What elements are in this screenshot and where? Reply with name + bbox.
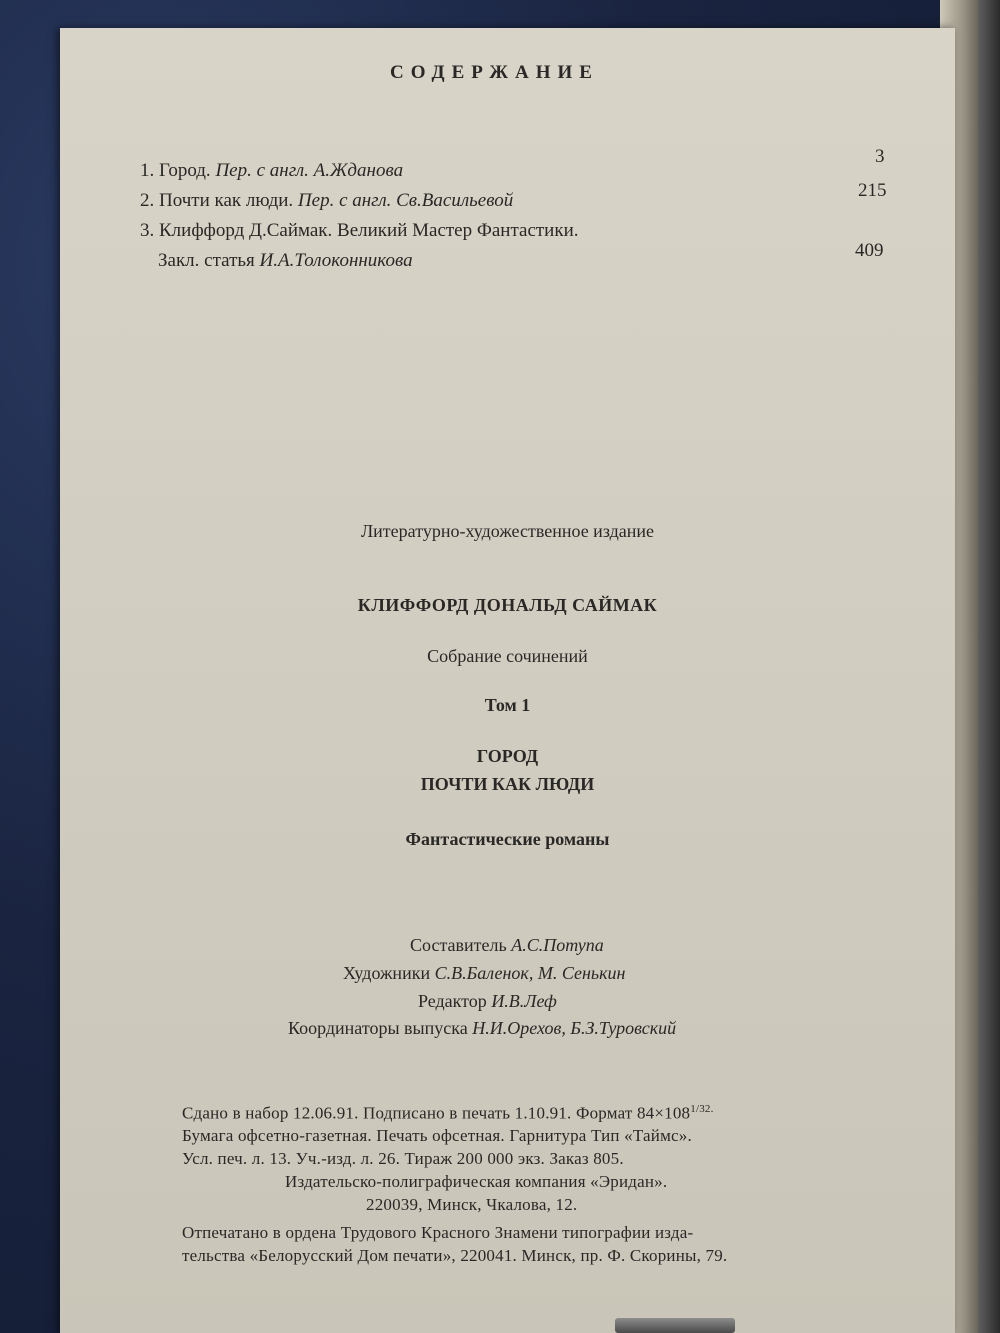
- series-title: Собрание сочинений: [427, 646, 588, 666]
- toc-entry-num: 1.: [140, 160, 155, 181]
- credit-role: Художники: [343, 963, 431, 983]
- toc-entry-2: [140, 190, 513, 212]
- credit-names: И.В.Леф: [491, 991, 557, 1011]
- credit-compiler: [410, 935, 604, 956]
- toc-entry-credit: Пер. с англ. Св.Васильевой: [297, 190, 514, 211]
- toc-entry-credit-prefix: Закл. статья: [158, 250, 255, 271]
- toc-page-3: 409: [855, 240, 884, 261]
- volume-number: Том 1: [484, 695, 531, 715]
- credit-role: Редактор: [418, 991, 487, 1011]
- toc-entry-1: [140, 160, 403, 182]
- author-name: КЛИФФОРД ДОНАЛЬД САЙМАК: [357, 595, 658, 615]
- imprint-format-fraction: 1/32.: [690, 1103, 714, 1115]
- toc-page-1: 3: [875, 146, 885, 167]
- toc-title: СОДЕРЖАНИЕ: [390, 62, 599, 83]
- toc-entry-num: 2.: [140, 190, 155, 211]
- toc-entry-title: Город.: [159, 160, 211, 181]
- credit-names: Н.И.Орехов, Б.З.Туровский: [472, 1018, 677, 1038]
- credit-names: А.С.Потупа: [511, 935, 604, 955]
- toc-entry-credit: Пер. с англ. А.Жданова: [215, 160, 404, 181]
- credit-role: Составитель: [410, 935, 507, 955]
- toc-entry-3-credit-line: [158, 250, 413, 272]
- book-title-1: ГОРОД: [476, 746, 539, 766]
- credit-coordinators: [288, 1018, 676, 1039]
- toc-entry-num: 3.: [140, 220, 155, 241]
- toc-entry-title: Клиффорд Д.Саймак. Великий Мастер Фантастики.: [159, 220, 579, 241]
- credit-editor: [418, 991, 557, 1012]
- imprint-line-1: [182, 1103, 714, 1124]
- imprint-line-2: Бумага офсетно-газетная. Печать офсетная. Гарнитура Тип «Таймс».: [182, 1126, 692, 1145]
- toc-entry-3: [140, 220, 579, 242]
- genre: Фантастические романы: [405, 829, 610, 849]
- imprint-line-1-text: Сдано в набор 12.06.91. Подписано в печать 1.10.91. Формат 84×108: [182, 1103, 691, 1123]
- imprint-line-6: Отпечатано в ордена Трудового Красного Знамени типографии изда-: [182, 1223, 694, 1242]
- credit-names: С.В.Баленок, М. Сенькин: [434, 963, 626, 983]
- imprint-line-5: 220039, Минск, Чкалова, 12.: [366, 1195, 578, 1214]
- edition-type: Литературно-художественное издание: [360, 521, 655, 541]
- imprint-line-4: Издательско-полиграфическая компания «Эридан».: [285, 1172, 668, 1191]
- toc-entry-title: Почти как люди.: [159, 190, 294, 211]
- toc-page-2: 215: [858, 180, 887, 201]
- imprint-line-3: Усл. печ. л. 13. Уч.-изд. л. 26. Тираж 200 000 экз. Заказ 805.: [182, 1149, 624, 1168]
- book-page: [60, 28, 955, 1333]
- credit-artists: [343, 963, 625, 984]
- credit-role: Координаторы выпуска: [288, 1018, 468, 1038]
- imprint-line-7: тельства «Белорусский Дом печати», 220041. Минск, пр. Ф. Скорины, 79.: [182, 1246, 728, 1265]
- metal-clip: [615, 1318, 735, 1333]
- toc-entry-credit: И.А.Толоконникова: [259, 250, 413, 271]
- book-title-2: ПОЧТИ КАК ЛЮДИ: [420, 774, 595, 794]
